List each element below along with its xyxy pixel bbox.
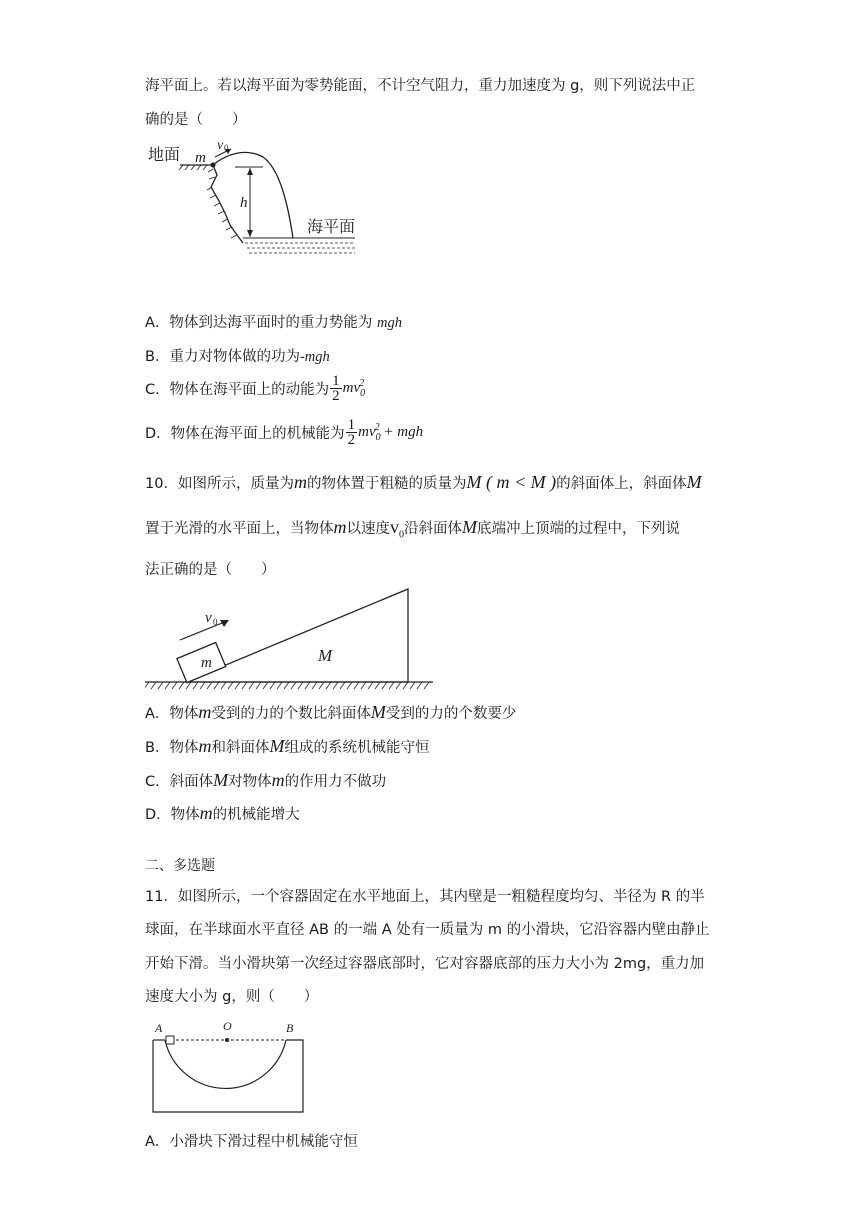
ground-hatch-mark — [235, 682, 240, 689]
ground-hatch-mark — [291, 682, 296, 689]
ground-hatch-mark — [382, 682, 387, 689]
q11-option-a: A．小滑块下滑过程中机械能守恒 — [145, 1134, 358, 1150]
center-point — [225, 1038, 229, 1042]
q10-option-a: A．物体m受到的力的个数比斜面体M受到的力的个数要少 — [145, 702, 517, 722]
slider-block — [166, 1036, 174, 1044]
q9-option-d-text: D．物体在海平面上的机械能为 — [145, 426, 345, 442]
ground-hatch-mark — [145, 682, 149, 689]
ground-hatch-mark — [396, 682, 401, 689]
ground-hatch-mark — [326, 682, 331, 689]
ground-hatch-mark — [417, 682, 422, 689]
label-m: m — [201, 655, 212, 671]
label-O: O — [223, 1019, 232, 1033]
q11-line1: 11．如图所示，一个容器固定在水平地面上，其内壁是一粗糙程度均匀、半径为 R 的半 — [145, 889, 705, 905]
ground-hatch-mark — [361, 682, 366, 689]
q9-stem-line1: 海平面上。若以海平面为零势能面，不计空气阻力，重力加速度为 g，则下列说法中正 — [145, 78, 696, 94]
label-ground: 地面 — [148, 147, 181, 164]
q9-option-a-expr: mgh — [377, 315, 403, 331]
ground-hatch-mark — [424, 682, 429, 689]
q10-option-d: D．物体m的机械能增大 — [145, 803, 300, 823]
half-fraction: $\frac{1}{2}$ — [332, 373, 340, 404]
q9-option-c-text: C．物体在海平面上的动能为 — [145, 382, 330, 398]
ground-hatch-mark — [165, 682, 170, 689]
q11-line3: 开始下滑。当小滑块第一次经过容器底部时，它对容器底部的压力大小为 2mg，重力加 — [145, 956, 705, 972]
label-M: M — [318, 646, 333, 665]
ground-hatch-mark — [172, 682, 177, 689]
ground-hatch-mark — [312, 682, 317, 689]
q9-option-b — [145, 345, 330, 366]
ground-hatch-mark — [193, 682, 198, 689]
ground-hatch-mark — [151, 682, 156, 689]
ground-hatch-mark — [207, 682, 212, 689]
label-B: B — [286, 1021, 294, 1035]
q10-option-b: B．物体m和斜面体M组成的系统机械能守恒 — [145, 736, 430, 756]
ground-hatch-mark — [403, 682, 408, 689]
ground-hatch-mark — [249, 682, 254, 689]
ground-hatch-mark — [333, 682, 338, 689]
ground-hatch-mark — [221, 682, 226, 689]
label-h: h — [240, 195, 248, 211]
q9-stem-line2: 确的是（ ） — [145, 112, 247, 128]
ground-hatch-mark — [389, 682, 394, 689]
ground-hatch-mark — [228, 682, 233, 689]
ground-hatch-mark — [354, 682, 359, 689]
q10-line1: 10．如图所示，质量为m的物体置于粗糙的质量为M ( m < M )的斜面体上，斜面体M — [145, 472, 702, 492]
ground-hatch-mark — [158, 682, 163, 689]
q10-line2: 置于光滑的水平面上，当物体m以速度$v_0$沿斜面体M底端冲上顶端的过程中，下列说 — [145, 517, 680, 541]
label-v0-sub: 0 — [213, 617, 218, 627]
q10-option-c: C．斜面体M对物体m的作用力不做功 — [145, 770, 387, 790]
q9-option-c — [145, 374, 364, 403]
ground-hatch-mark — [347, 682, 352, 689]
label-sea: 海平面 — [307, 219, 356, 236]
q9-option-d-expr: $mv_0^2$ — [358, 422, 381, 443]
q10-figure-incline — [145, 585, 435, 695]
half-fraction-d: $\frac{1}{2}$ — [347, 417, 356, 448]
section-heading: 二、多选题 — [145, 858, 215, 874]
ground-hatch-mark — [263, 682, 268, 689]
q9-option-a-text: A．物体到达海平面时的重力势能为 — [145, 315, 378, 331]
q11-line2: 球面，在半球面水平直径 AB 的一端 A 处有一质量为 m 的小滑块，它沿容器内壁由静止 — [145, 922, 710, 938]
q9-figure-cliff — [145, 135, 370, 260]
ground-hatch-mark — [284, 682, 289, 689]
ground-hatch-mark — [214, 682, 219, 689]
label-A: A — [155, 1021, 163, 1035]
ground-hatch-mark — [410, 682, 415, 689]
ground-hatch-mark — [298, 682, 303, 689]
q11-figure-hemisphere — [145, 1018, 315, 1116]
label-v0: v — [217, 138, 224, 153]
q9-option-c-expr: $mv_0^2$ — [342, 378, 366, 399]
q9-option-b-expr: -mgh — [299, 349, 330, 365]
label-v0: v — [205, 610, 212, 626]
q9-option-d-tail: + mgh — [383, 424, 424, 440]
q9-option-a — [145, 311, 402, 332]
ground-hatch-mark — [368, 682, 373, 689]
ground-hatch-mark — [270, 682, 275, 689]
ground-hatch-mark — [340, 682, 345, 689]
ground-hatch-mark — [277, 682, 282, 689]
ground-hatch-mark — [375, 682, 380, 689]
q9-option-d — [145, 418, 423, 447]
ground-hatch-mark — [305, 682, 310, 689]
q9-option-b-text: B．重力对物体做的功为 — [145, 349, 300, 365]
ground-hatch-mark — [319, 682, 324, 689]
ground-hatch-mark — [256, 682, 261, 689]
ground-hatch-mark — [242, 682, 247, 689]
ground-hatch-mark — [200, 682, 205, 689]
q11-line4: 速度大小为 g，则（ ） — [145, 989, 319, 1005]
q10-line3: 法正确的是（ ） — [145, 562, 276, 578]
label-m: m — [195, 150, 206, 166]
ground-hatch-mark — [179, 682, 184, 689]
ball-m — [211, 163, 216, 168]
label-v0-sub: 0 — [224, 143, 229, 153]
